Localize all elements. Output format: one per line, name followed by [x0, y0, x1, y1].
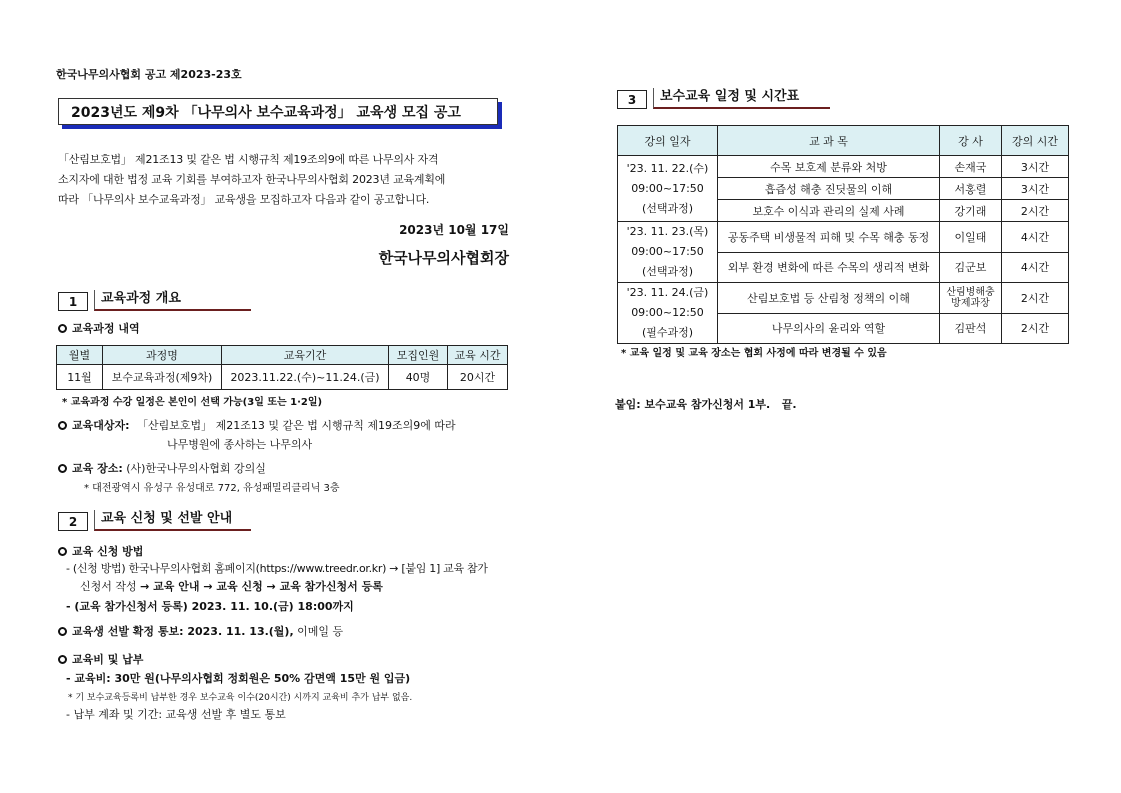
intro-paragraph: 「산림보호법」 제21조13 및 같은 법 시행규칙 제19조의9에 따른 나무의사 자격 소지자에 대한 법정 교육 기회를 부여하고자 한국나무의사협회 2023년 교육계획에 따라 「나무의사 보수교육과정」 교육생을 모집하고자 다음과 같이 공고합니다.	[58, 153, 446, 206]
table-note: * 교육과정 수강 일정은 본인이 선택 가능(3일 또는 1·2일)	[62, 397, 323, 408]
circle-bullet-icon	[58, 547, 67, 556]
apply-heading: 교육 신청 방법	[58, 543, 143, 559]
page-title: 2023년도 제9차 「나무의사 보수교육과정」 교육생 모집 공고	[58, 98, 498, 125]
date-cell: '23. 11. 24.(금) 09:00~12:50 (필수과정)	[618, 283, 718, 344]
fee-note: * 기 보수교육등록비 납부한 경우 보수교육 이수(20시간) 시까지 교육비 추가 납부 없음.	[68, 693, 413, 703]
attachment-line: 붙임: 보수교육 참가신청서 1부. 끝.	[615, 398, 797, 411]
apply-deadline: - (교육 참가신청서 등록) 2023. 11. 10.(금) 18:00까지	[66, 600, 354, 613]
apply-line-2: 신청서 작성 → 교육 안내 → 교육 신청 → 교육 참가신청서 등록	[80, 580, 383, 593]
fee-line-1: - 교육비: 30만 원(나무의사협회 정회원은 50% 감면액 15만 원 입금)	[66, 672, 411, 685]
table-row: 11월 보수교육과정(제9차) 2023.11.22.(수)~11.24.(금) 40명 20시간	[57, 365, 508, 390]
circle-bullet-icon	[58, 421, 67, 430]
notice-date: 2023년 10월 17일	[399, 223, 509, 237]
table-row: '23. 11. 23.(목) 09:00~17:50 (선택과정) 공동주택 비생물적 피해 및 수목 해충 동정 이일태 4시간	[618, 222, 1069, 253]
circle-bullet-icon	[58, 464, 67, 473]
confirm-line: 교육생 선발 확정 통보: 2023. 11. 13.(월), 이메일 등	[58, 623, 343, 639]
issuer: 한국나무의사협회장	[378, 249, 509, 267]
circle-bullet-icon	[58, 627, 67, 636]
section-1-header: 1 교육과정 개요	[58, 290, 251, 311]
course-table-header: 월별 과정명 교육기간 모집인원 교육 시간	[57, 346, 508, 365]
table-row: '23. 11. 24.(금) 09:00~12:50 (필수과정) 산림보호법 등 산림청 정책의 이해 산림병해충 방제과장 2시간	[618, 283, 1069, 314]
place-line: 교육 장소: (사)한국나무의사협회 강의실	[58, 460, 266, 476]
target-line-2: 나무병원에 종사하는 나무의사	[167, 438, 313, 451]
schedule-table	[617, 125, 1069, 344]
table-row: 나무의사의 윤리와 역할 김판석 2시간	[618, 313, 1069, 344]
schedule-note: * 교육 일정 및 교육 장소는 협회 사정에 따라 변경될 수 있음	[621, 348, 887, 359]
course-table	[56, 345, 508, 390]
fee-heading: 교육비 및 납부	[58, 651, 143, 667]
place-address: * 대전광역시 유성구 유성대로 772, 유성패밀리클리닉 3층	[84, 483, 340, 494]
date-cell: '23. 11. 22.(수) 09:00~17:50 (선택과정)	[618, 156, 718, 222]
circle-bullet-icon	[58, 655, 67, 664]
schedule-table-header: 강의 일자 교 과 목 강 사 강의 시간	[618, 126, 1069, 156]
fee-line-2: - 납부 계좌 및 기간: 교육생 선발 후 별도 통보	[66, 708, 286, 721]
table-row: 외부 환경 변화에 따른 수목의 생리적 변화 김군보 4시간	[618, 252, 1069, 283]
section-2-header: 2 교육 신청 및 선발 안내	[58, 510, 251, 531]
table-row: 흡즙성 해충 진딧물의 이해 서홍렬 3시간	[618, 178, 1069, 200]
target-line: 교육대상자: 「산림보호법」 제21조13 및 같은 법 시행규칙 제19조의9에 따라	[58, 417, 456, 433]
course-details-heading: 교육과정 내역	[58, 320, 140, 336]
table-row: '23. 11. 22.(수) 09:00~17:50 (선택과정) 수목 보호제 분류와 처방 손재국 3시간	[618, 156, 1069, 178]
date-cell: '23. 11. 23.(목) 09:00~17:50 (선택과정)	[618, 222, 718, 283]
circle-bullet-icon	[58, 324, 67, 333]
notice-number: 한국나무의사협회 공고 제2023-23호	[56, 68, 242, 81]
section-3-header: 3 보수교육 일정 및 시간표	[617, 88, 830, 109]
apply-line-1: - (신청 방법) 한국나무의사협회 홈페이지(https://www.treedr.or.kr) → [붙임 1] 교육 참가	[66, 562, 488, 575]
table-row: 보호수 이식과 관리의 실제 사례 강기래 2시간	[618, 200, 1069, 222]
